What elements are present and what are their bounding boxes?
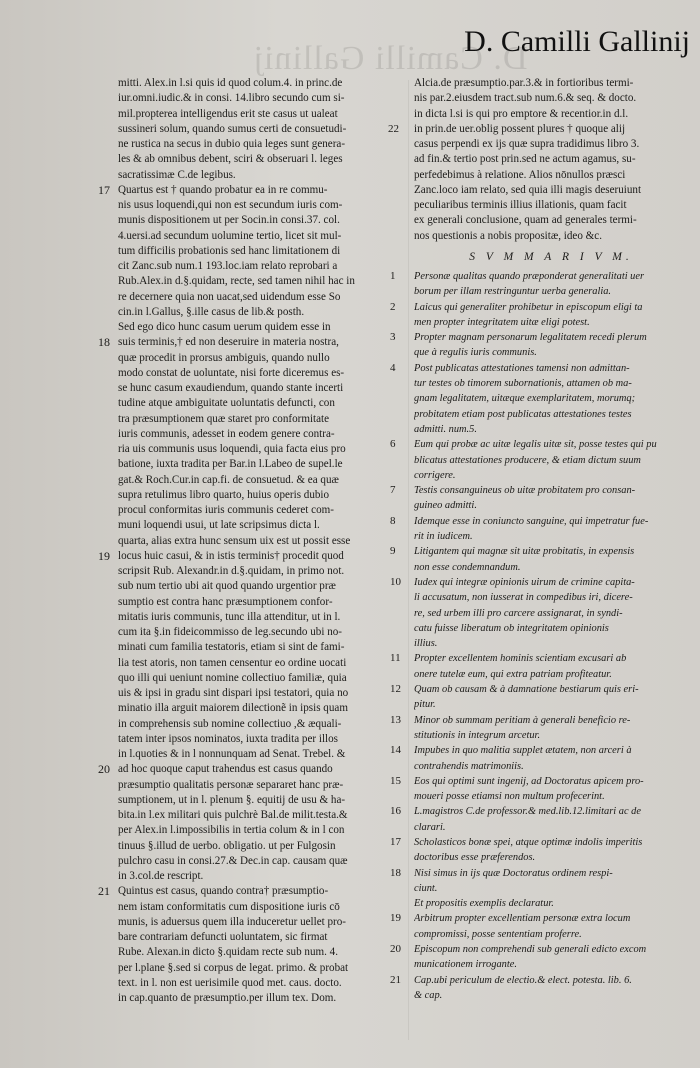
- summary-line: Eos qui optimi sunt ingenij, ad Doctoratus apicem pro-: [414, 775, 644, 787]
- text-line: mil.propterea intelligendus erit ste casus ut ualeat: [118, 107, 338, 120]
- summary-number: 3: [390, 331, 396, 344]
- summary-entry: [390, 269, 688, 300]
- summary-line: tur testes ob timorem subornationis, attamen ob ma-: [414, 378, 632, 390]
- text-line: nem istam conformitatis cum dispositione iuris cō: [118, 900, 340, 913]
- summary-line: li accusatum, non iusserat in compedibus iri, dicere-: [414, 592, 633, 604]
- intro-paragraph: [388, 76, 688, 244]
- text-line: tatem inter ipsos nominatos, iuxta tradita per illos: [118, 732, 338, 745]
- summary-number: 21: [390, 973, 401, 986]
- text-line: scripsit Rub. Alexandr.in d.§.quidam, in primo not.: [118, 565, 345, 577]
- text-line: mitti. Alex.in l.si quis id quod colum.4. in princ.de: [118, 77, 343, 89]
- summary-entry: [390, 682, 688, 713]
- text-line: re decernere quia non uacat,sed uidendum esse So: [118, 290, 341, 303]
- text-line: gat.& Roch.Cur.in cap.fi. de consuetud. & ea quæ: [118, 473, 339, 486]
- summary-entry: [390, 651, 688, 682]
- margin-number: 19: [98, 548, 110, 563]
- text-line: bare contrariam defuncti uoluntatem, sic firmat: [118, 931, 328, 943]
- summary-line: stitutionis in integrum arcetur.: [414, 729, 541, 741]
- summary-number: 15: [390, 774, 401, 787]
- summary-entry: [390, 866, 688, 897]
- left-column: [98, 76, 402, 1006]
- summary-entry: [390, 804, 688, 835]
- summary-line: clarari.: [414, 821, 446, 833]
- summary-line: corrigere.: [414, 469, 456, 481]
- text-line: se hunc casum exaudiendum, quando stante incerti: [118, 382, 344, 394]
- text-line: in l.quoties & in l nonnunquam ad Senat. Trebel. &: [118, 748, 346, 760]
- text-line: nis par.2.eiusdem tract.sub num.6.& seq. & docto.: [414, 92, 637, 105]
- summary-number: 17: [390, 835, 401, 848]
- text-line: ad fin.& tertio post prin.sed ne actum agamus, su-: [414, 153, 636, 166]
- summary-entry: [390, 743, 688, 774]
- summary-line: admitti. num.5.: [414, 423, 477, 435]
- summary-number: 11: [390, 652, 401, 665]
- text-line: batione, iuxta tradita per Bar.in l.Labeo de supel.le: [118, 458, 343, 471]
- summary-line: Et propositis exemplis declaratur.: [414, 898, 554, 910]
- summary-line: Episcopum non comprehendi sub generali edicto excom: [414, 944, 647, 956]
- summary-number: 18: [390, 866, 401, 879]
- summary-entry: [390, 330, 688, 361]
- text-line: ria uis communis usus loquendi, quia facta eius pro: [118, 443, 346, 455]
- summary-line: Personæ qualitas quando præponderat generalitati uer: [414, 271, 645, 282]
- summary-entry: [390, 514, 688, 545]
- text-paragraph: [98, 884, 402, 1006]
- summary-line: Eum qui probæ ac uitæ legalis uitæ sit, posse testes qui pu: [414, 439, 657, 451]
- summary-line: que à regulis iuris communis.: [414, 347, 537, 359]
- text-paragraph: [98, 182, 402, 320]
- text-line: suis terminis,† ed non deseruire in materia nostra,: [118, 336, 339, 349]
- summary-entry: [390, 942, 688, 973]
- text-line: munis dispositionem ut per Socin.in consi.37. col.: [118, 214, 340, 227]
- text-line: cin.in l.Gallus, §.ille casus de lib.& posth.: [118, 305, 305, 318]
- text-line: supra retulimus libro quarto, huius operis dubio: [118, 488, 330, 501]
- summary-line: contrahendis matrimoniis.: [414, 760, 524, 772]
- summary-line: catu fuisse liberatum ob integritatem opinionis: [414, 622, 609, 634]
- text-line: tum difficilis probationis sed hanc limitationem di: [118, 244, 341, 257]
- summary-line: Post publicatas attestationes tamensi non admittan-: [414, 362, 630, 374]
- summary-number: 13: [390, 713, 401, 726]
- text-line: iur.omni.iudic.& in consi. 14.libro secundo cum si-: [118, 92, 345, 105]
- margin-number: 20: [98, 762, 110, 777]
- text-line: iuris communis, adesset in eodem genere contra-: [118, 427, 335, 440]
- text-line: in dicta l.si is qui pro emptore & recentior.in d.l.: [414, 107, 629, 120]
- summary-line: guineo admitti.: [414, 500, 477, 512]
- text-line: cit Zanc.sub num.1 193.loc.iam relato reprobari a: [118, 260, 338, 272]
- text-line: sumptio est contra hanc præsumptionem confor-: [118, 595, 333, 608]
- margin-number: 18: [98, 335, 110, 350]
- summary-entry: [390, 835, 688, 866]
- summary-line: Minor ob summam peritiam à generali beneficio re-: [414, 714, 631, 726]
- summary-entry: [390, 774, 688, 805]
- text-line: præsumptio qualitatis personæ separaret hanc præ-: [118, 778, 344, 791]
- margin-number: 21: [98, 884, 110, 899]
- text-line: cum ita §.in fideicommisso de leg.secundo ubi no-: [118, 626, 342, 638]
- text-line: per Alex.in l.impossibilis in tertia colum & in l con: [118, 824, 345, 837]
- summary-entry: [390, 713, 688, 744]
- summary-line: Arbitrum propter excellentiam personæ extra locum: [414, 913, 631, 925]
- text-line: 4.uersi.ad secundum uolumine tertio, licet sit mul-: [118, 229, 342, 242]
- text-line: modo constat de uoluntate, nisi forte diceremus es-: [118, 366, 345, 379]
- text-line: quæ procedit in prorsus ambiguis, quando nullo: [118, 351, 330, 364]
- summary-line: doctoribus esse præferendos.: [414, 852, 536, 864]
- summary-entry: [390, 544, 688, 575]
- text-line: sub num tertio ubi ait quod quando urgentior præ: [118, 580, 336, 593]
- summary-number: 12: [390, 683, 401, 696]
- text-line: pulchro casu in consi.27.& Dec.in cap. causam quæ: [118, 854, 348, 867]
- summary-entry: [390, 575, 688, 651]
- text-line: ad hoc quoque caput trahendus est casus quando: [118, 763, 333, 776]
- text-line: tra præsumptionem quæ staret pro conformitate: [118, 412, 330, 425]
- summary-line: Cap.ubi periculum de electio.& elect. potesta. lib. 6.: [414, 974, 632, 986]
- summary-number: 19: [390, 912, 401, 925]
- summary-line: & cap.: [414, 989, 443, 1001]
- summary-line: rit in iudicem.: [414, 531, 473, 543]
- text-line: ex generali conclusione, quam ad generales termi-: [414, 214, 637, 227]
- text-line: in 3.col.de rescript.: [118, 870, 204, 882]
- right-column: [388, 76, 688, 1003]
- text-line: Quintus est casus, quando contra† præsumptio-: [118, 885, 329, 898]
- summary-line: non esse condemnandum.: [414, 561, 521, 573]
- text-line: procul conformitas iuris communis cederet com-: [118, 504, 334, 516]
- summary-heading: S V M M A R I V M.: [469, 250, 633, 263]
- text-line: quarta, alias extra hunc sensum uix est ut possit esse: [118, 534, 351, 547]
- summary-list: [390, 269, 688, 1003]
- summary-line: Propter magnam personarum legalitatem recedi plerum: [414, 332, 647, 344]
- text-line: in cap.quanto de præsumptio.per illum tex. Dom.: [118, 992, 337, 1004]
- text-line: nos questionis a nobis propositæ, ideo &c.: [414, 229, 602, 242]
- text-line: nis usus loquendi,qui non est secundum iuris com-: [118, 199, 343, 211]
- text-line: sacratissimæ C.de legibus.: [118, 168, 236, 181]
- summary-line: onere tutelæ eum, qui extra patriam profiteatur.: [414, 668, 612, 680]
- summary-line: Iudex qui integræ opinionis uirum de crimine capita-: [414, 576, 635, 588]
- text-line: munis, is aduersus quem illa induceretur uellet pro-: [118, 915, 346, 928]
- text-line: uis & ipsi in gradu sint dispari ipsi testatori, quia no: [118, 687, 349, 699]
- summary-line: Impubes in quo malitia supplet ætatem, non arceri à: [414, 745, 632, 757]
- summary-number: 1: [390, 270, 396, 282]
- summary-entry: [414, 896, 688, 911]
- summary-line: borum per illam restringuntur uerba generalia.: [414, 286, 612, 298]
- text-line: minati cum familia testatoris, etiam si sint de fami-: [118, 641, 345, 654]
- summary-line: Scholasticos bonæ spei, atque optimæ indolis imperitis: [414, 836, 643, 848]
- text-line: in prin.de uer.oblig possent plures † quoque alij: [414, 122, 626, 135]
- column-gutter: [408, 80, 409, 1040]
- margin-number: 17: [98, 182, 110, 197]
- summary-line: ciunt.: [414, 882, 438, 894]
- summary-number: 14: [390, 744, 401, 757]
- text-line: Zanc.loco iam relato, sed quia illi magis deseruiunt: [414, 183, 642, 196]
- summary-number: 4: [390, 361, 396, 374]
- summary-line: municationem irrogante.: [414, 959, 517, 971]
- summary-number: 16: [390, 805, 401, 818]
- bleed-through-title: D. Camilli Gallinij: [252, 40, 528, 77]
- text-line: text. in l. non est uerisimile quod met. caus. docto.: [118, 976, 342, 989]
- summary-line: Litigantem qui magnæ sit uitæ probitatis, in expensis: [414, 546, 635, 558]
- summary-line: Laicus qui generaliter prohibetur in episcopum eligi ta: [414, 301, 643, 313]
- summary-entry: [390, 973, 688, 1004]
- text-line: bita.in l.ex militari quis pulchrè Bal.de milit.testa.&: [118, 809, 348, 821]
- text-line: tudine atque ambiguitate uoluntatis defuncti, con: [118, 397, 335, 410]
- text-line: Rub.Alex.in d.§.quidam, recte, sed tamen nihil hac in: [118, 275, 355, 288]
- summary-number: 7: [390, 484, 396, 497]
- summary-line: Idemque esse in coniuncto sanguine, qui impetratur fue-: [414, 515, 649, 527]
- summary-number: 10: [390, 575, 401, 588]
- text-paragraph: [98, 320, 402, 884]
- margin-number: 22: [388, 122, 399, 135]
- text-line: Rube. Alexan.in dicto §.quidam recte sub num. 4.: [118, 946, 338, 959]
- text-line: in comprehensis sub nomine collectiuo ,& æquali-: [118, 717, 342, 730]
- summary-line: Quam ob causam & à damnatione bestiarum quis eri-: [414, 684, 639, 696]
- summary-entry: [390, 911, 688, 942]
- text-line: tinuus §.illud de uerbo. obligatio. ut per Fulgosin: [118, 839, 336, 852]
- summary-entry: [390, 300, 688, 331]
- text-line: mitatis iuris communis, tunc illa attenditur, ut in l.: [118, 610, 341, 623]
- text-line: sumptionem, ut in l. plenum §. equitij de usu & ha-: [118, 793, 346, 806]
- summary-entry: [390, 361, 688, 437]
- summary-line: compromissi, posse sententiam proferre.: [414, 928, 582, 940]
- text-line: quo illi qui ueniunt nomine collectiuo familiæ, quia: [118, 671, 347, 684]
- text-line: perfedebimus à relatione. Alios nōnullos præsci: [414, 168, 626, 181]
- text-line: Sed ego dico hunc casum uerum quidem esse in: [118, 321, 331, 333]
- summary-number: 2: [390, 300, 396, 313]
- text-line: ne rustica na secus in dubio quia leges sunt genera-: [118, 138, 346, 150]
- summary-line: re, sed urbem illi pro carcere assignarat, in syndi-: [414, 607, 623, 619]
- text-line: Alcia.de præsumptio.par.3.& in fortioribus termi-: [414, 77, 634, 89]
- summary-line: probitatem etiam post publicatas attestationes testes: [414, 408, 632, 420]
- text-line: per l.plane §.sed si corpus de legat. primo. & probat: [118, 961, 349, 974]
- summary-number: 20: [390, 943, 401, 956]
- text-line: locus huic casui, & in istis terminis† procedit quod: [118, 549, 344, 562]
- summary-line: illius.: [414, 638, 438, 650]
- text-line: les & ab omnibus debent, sciri & obseruari l. leges: [118, 153, 343, 166]
- summary-number: 8: [390, 514, 396, 527]
- text-line: peculiaribus terminis illius illationis, quam facit: [414, 199, 627, 211]
- text-line: muni loquendi usui, ut late scripsimus dicta l.: [118, 519, 320, 532]
- text-line: casus perpendi ex ijs quæ supra tradidimus libro 3.: [414, 138, 640, 150]
- text-paragraph: [118, 76, 402, 183]
- summary-line: Nisi simus in ijs quæ Doctoratus ordinem respi-: [414, 867, 613, 879]
- running-head: D. Camilli Gallinij: [464, 25, 690, 58]
- summary-line: Propter excellentem hominis scientiam excusari ab: [414, 653, 627, 665]
- summary-line: pitur.: [414, 699, 436, 711]
- text-line: sussineri solum, quando sumus certi de consuetudi-: [118, 122, 347, 135]
- summary-number: 6: [390, 438, 396, 451]
- summary-entry: [390, 483, 688, 514]
- summary-number: 9: [390, 545, 396, 558]
- summary-line: men propter integritatem uitæ eligi potest.: [414, 316, 590, 328]
- summary-line: gnam legalitatem, uitæque exemplaritatem, morumq;: [414, 393, 636, 405]
- summary-line: L.magistros C.de professor.& med.lib.12.limitari ac de: [414, 806, 641, 818]
- text-line: Quartus est † quando probatur ea in re commu-: [118, 183, 328, 196]
- summary-entry: [390, 437, 688, 483]
- summary-line: Testis consanguineus ob uitæ probitatem pro consan-: [414, 485, 636, 497]
- text-line: lia test atoris, non tamen censentur eo ordine uocati: [118, 656, 347, 669]
- summary-line: blicatus attestationes producere, & etiam dictum suum: [414, 454, 641, 466]
- summary-line: moueri posse etiamsi non multum profecerint.: [414, 791, 605, 803]
- text-line: minatio illa arguit maiorem dilectionẽ in ipsis quam: [118, 702, 348, 715]
